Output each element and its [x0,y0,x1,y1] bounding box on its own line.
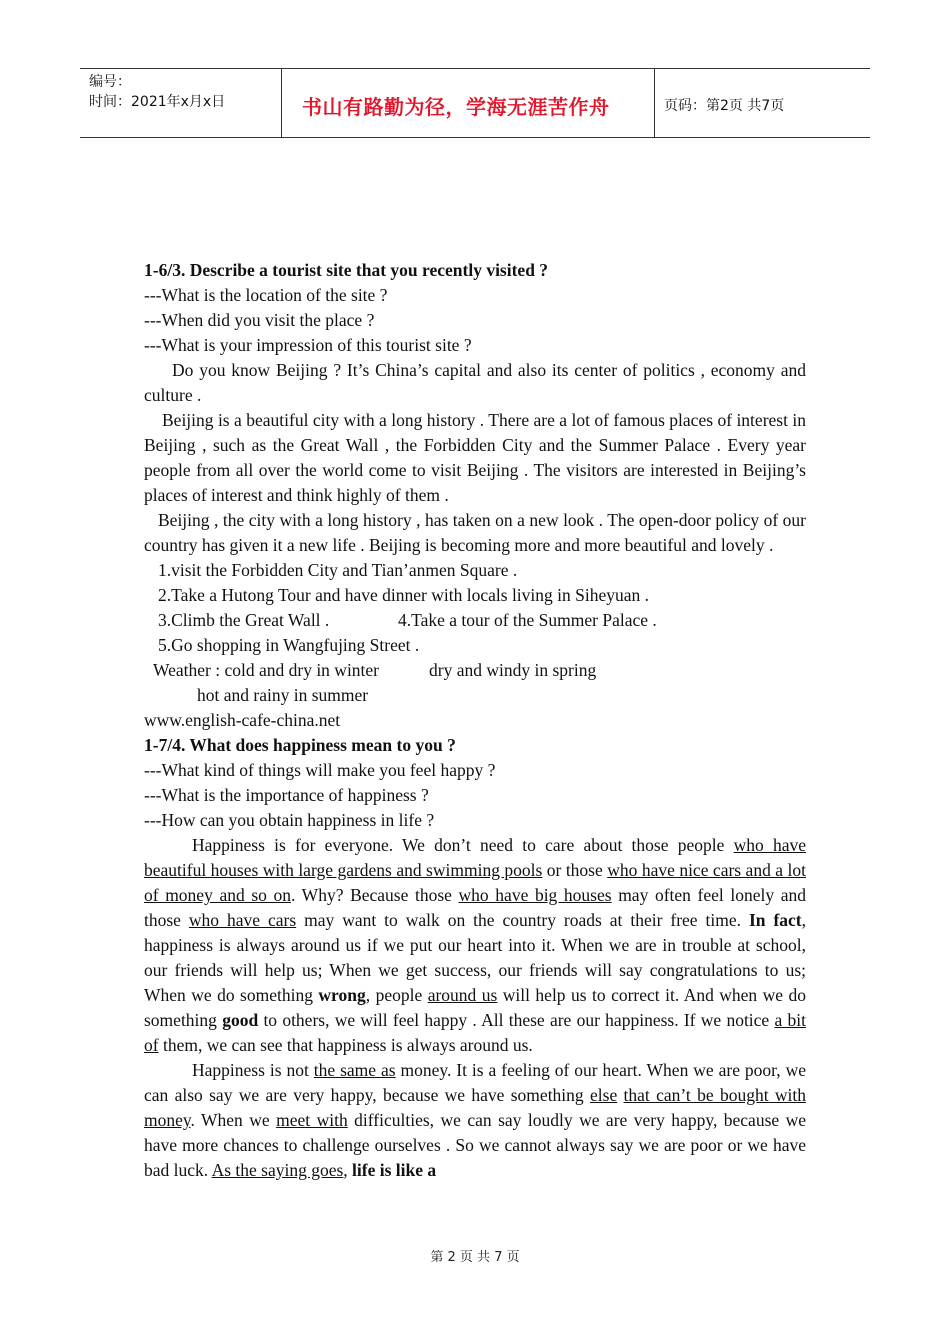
underlined-phrase: who have nice cars and a lot of money and so on [144,860,806,905]
text-run: or those [542,860,608,880]
text-run: to others, we will feel happy . All these are our happiness. If we notice [258,1010,775,1030]
text-run: Happiness is not [192,1060,314,1080]
bold-phrase: life is like a [352,1160,437,1180]
header-page-number: 页码：第2页 共7页 [664,98,785,114]
website-url: www.english-cafe-china.net [144,710,341,730]
bold-phrase: good [222,1010,259,1030]
underlined-phrase: who have beautiful houses with large gardens and swimming pools [144,835,806,880]
weather-text: Weather : cold and dry in winter [153,660,380,680]
date-label: 时间：2021年x月x日 [89,94,226,110]
weather-text: dry and windy in spring [429,660,597,680]
underlined-phrase: a bit of [144,1010,806,1055]
header-motto-cell [282,69,655,137]
text-run: may want to walk on the country roads at their free time. [296,910,749,930]
underlined-phrase: As the saying goes [211,1160,344,1180]
document-header [80,68,870,138]
bold-phrase: wrong [318,985,366,1005]
underlined-phrase: that can’t be bought with money [144,1085,806,1130]
prompt-question: ---When did you visit the place ? [144,310,375,330]
list-item: 1.visit the Forbidden City and Tian’anmen Square . [158,560,518,580]
list-item: 4.Take a tour of the Summer Palace . [398,610,657,630]
document-body [144,258,806,1183]
text-run: will help us to correct it. And when we do something [144,985,806,1030]
paragraph: Do you know Beijing ? It’s China’s capital and also its center of politics , economy and culture . [144,360,806,405]
weather-row [144,658,806,683]
underlined-phrase: else [590,1085,618,1105]
paragraph: Beijing is a beautiful city with a long history . There are a lot of famous places of interest in Beijing , such as the Great Wall , the Forbidden City and the Summer Palace . Every year people from all over the world come to visit Beijing . The visitors are interested in Beijing’s places of interest and think highly of them . [144,410,806,505]
header-page-cell [655,69,870,137]
prompt-question: ---What kind of things will make you feel happy ? [144,760,496,780]
text-run: . Why? Because those [291,885,459,905]
text-run: , happiness is always around us if we put our heart into it. When we are in trouble at school, our friends will help us; When we get success, our friends will say congratulations to us; When we do something [144,910,806,1005]
prompt-question: ---What is your impression of this tourist site ? [144,335,472,355]
prompt-question: ---What is the location of the site ? [144,285,388,305]
prompt-question: ---What is the importance of happiness ? [144,785,429,805]
underlined-phrase: the same as [313,1060,396,1080]
text-run: , people [365,985,428,1005]
weather-text: hot and rainy in summer [197,685,369,705]
list-item: 3.Climb the Great Wall . [158,610,330,630]
underlined-phrase: meet with [276,1110,348,1130]
header-motto: 书山有路勤为径，学海无涯苦作舟 [302,95,610,119]
prompt-question: ---How can you obtain happiness in life ? [144,810,435,830]
page-footer: 第 2 页 共 7 页 [430,1250,520,1265]
header-info-cell [80,69,282,137]
paragraph [144,833,806,1058]
text-run: Happiness is for everyone. We don’t need to care about those people [192,835,734,855]
paragraph: Beijing , the city with a long history , has taken on a new look . The open-door policy of our country has given it a new life . Beijing is becoming more and more beautiful and lovely . [144,510,806,555]
text-run: may often feel lonely and those [144,885,806,930]
text-run: money. It is a feeling of our heart. When we are poor, we can also say we are very happy, because we have something [144,1060,806,1105]
paragraph [144,1058,806,1183]
text-run: . When we [190,1110,277,1130]
serial-number-label: 编号： [89,74,131,90]
bold-phrase: In fact [748,910,802,930]
text-run: difficulties, we can say loudly we are very happy, because we have more chances to challenge ourselves . So we cannot always say we are poor or we have bad luck. [144,1110,807,1180]
text-run: them, we can see that happiness is always around us. [158,1035,533,1055]
underlined-phrase: around us [427,985,498,1005]
list-item: 5.Go shopping in Wangfujing Street . [158,635,420,655]
list-item: 2.Take a Hutong Tour and have dinner with locals living in Siheyuan . [158,585,650,605]
underlined-phrase: who have cars [188,910,297,930]
section-title: 1-6/3. Describe a tourist site that you recently visited ? [144,260,549,280]
text-run: , [343,1160,353,1180]
section-title: 1-7/4. What does happiness mean to you ? [144,735,456,755]
underlined-phrase: who have big houses [458,885,612,905]
list-item-row [144,608,806,633]
